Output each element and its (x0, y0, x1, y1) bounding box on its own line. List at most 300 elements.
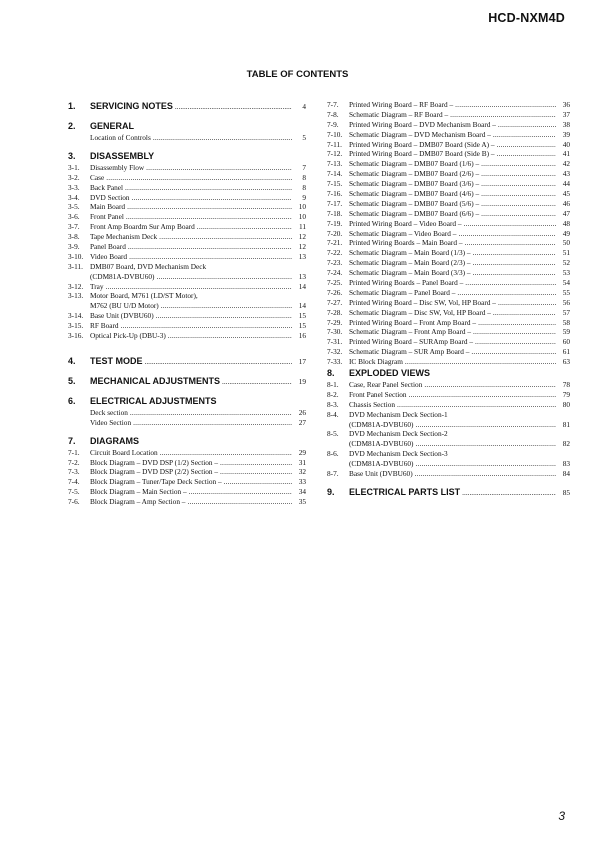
dot-leader (498, 120, 556, 130)
toc-entry-title: Schematic Diagram – DVD Mechanism Board – (349, 129, 491, 139)
dot-leader (129, 252, 292, 262)
toc-entry-page: 80 (562, 399, 570, 409)
toc-entry-number: 8-6. (327, 449, 339, 459)
toc-entry (68, 183, 306, 193)
toc-entry-page: 40 (562, 139, 570, 149)
toc-entry-page: 32 (298, 467, 306, 477)
toc-entry (327, 238, 570, 248)
toc-entry-number: 2. (68, 121, 76, 131)
toc-entry (327, 400, 570, 410)
toc-entry (327, 318, 570, 328)
toc-entry-title: Schematic Diagram – DMB07 Board (2/6) – (349, 169, 480, 179)
dot-leader (132, 193, 292, 203)
dot-leader (133, 418, 292, 428)
dot-leader (415, 469, 556, 479)
dot-leader (197, 222, 292, 232)
page-title: TABLE OF CONTENTS (246, 69, 349, 80)
toc-entry-page: 36 (562, 99, 570, 109)
toc-entry (327, 308, 570, 318)
toc-entry-page: 17 (298, 356, 306, 366)
dot-leader (397, 400, 556, 410)
toc-entry (68, 497, 306, 507)
dot-leader (464, 219, 557, 229)
toc-entry-title: Base Unit (DVBU60) (349, 469, 413, 479)
dot-leader (189, 487, 292, 497)
toc-entry-number: 7-16. (327, 189, 343, 198)
toc-entry-number: 7-10. (327, 129, 343, 139)
toc-entry-page: 54 (562, 278, 570, 288)
toc-section-heading (68, 120, 306, 133)
toc-entry-title: (CDM81A-DVBU60) (349, 419, 414, 429)
toc-entry (68, 418, 306, 428)
dot-leader (159, 232, 292, 242)
dot-leader (424, 380, 556, 390)
toc-entry-title: Chassis Section (349, 399, 396, 409)
toc-entry-page: 41 (562, 149, 570, 159)
toc-entry-page: 27 (298, 417, 306, 427)
toc-entry-number: 7-7. (327, 99, 339, 109)
toc-entry (68, 467, 306, 477)
toc-entry-number: 7-13. (327, 159, 343, 169)
toc-entry (68, 321, 306, 331)
dot-leader (222, 375, 292, 388)
toc-section-heading (68, 395, 306, 408)
toc-entry-number: 3-13. (68, 291, 84, 301)
toc-entry-page: 57 (562, 307, 570, 317)
toc-entry-page: 82 (562, 439, 570, 449)
toc-entry (68, 212, 306, 222)
toc-entry-page: 12 (298, 232, 306, 242)
toc-entry-number: 8-2. (327, 389, 339, 399)
toc-entry-title: DISASSEMBLY (90, 150, 155, 161)
dot-leader (481, 169, 556, 179)
toc-entry-title: Schematic Diagram – Main Board (3/3) – (349, 268, 471, 278)
toc-section-heading (68, 375, 306, 388)
toc-entry-page: 78 (562, 380, 570, 390)
toc-entry-page: 39 (562, 129, 570, 139)
toc-entry (68, 282, 306, 292)
page-number: 3 (558, 809, 565, 823)
toc-entry-number: 3-2. (68, 172, 80, 182)
toc-entry (68, 448, 306, 458)
toc-entry-number: 7-6. (68, 497, 80, 507)
toc-entry-title: Printed Wiring Boards – Main Board – (349, 238, 463, 248)
toc-entry-page: 85 (562, 487, 570, 497)
toc-entry (68, 242, 306, 252)
toc-entry-number: 7. (68, 435, 76, 446)
toc-entry-page: 47 (562, 208, 570, 218)
toc-entry-number: 3-9. (68, 242, 80, 251)
toc-entry-page: 58 (562, 317, 570, 327)
toc-entry-title: SERVICING NOTES (90, 101, 173, 111)
toc-entry-title: Schematic Diagram – Video Board – (349, 228, 457, 238)
toc-entry-number: 6. (68, 395, 76, 406)
dot-leader (464, 238, 556, 248)
toc-entry-page: 31 (298, 457, 306, 467)
toc-entry (327, 120, 570, 130)
toc-entry-title: Schematic Diagram – DMB07 Board (3/6) – (349, 179, 480, 189)
toc-entry-title: Deck section (90, 407, 128, 417)
dot-leader (481, 199, 556, 209)
dot-leader (473, 248, 556, 258)
toc-entry-title: RF Board (90, 321, 119, 331)
dot-leader (156, 311, 292, 321)
toc-entry (327, 258, 570, 268)
toc-entry (327, 439, 570, 449)
toc-entry-number: 7-19. (327, 218, 343, 228)
toc-entry-number: 3-12. (68, 281, 84, 291)
toc-entry-number: 4. (68, 355, 76, 366)
toc-entry-number: 8-5. (327, 429, 339, 439)
toc-entry-number: 7-28. (327, 307, 343, 317)
dot-leader (455, 100, 556, 110)
toc-entry-page: 37 (562, 109, 570, 119)
dot-leader (130, 408, 292, 418)
toc-entry (68, 331, 306, 341)
toc-entry-title: Schematic Diagram – Main Board (1/3) – (349, 248, 471, 258)
toc-entry-page: 50 (562, 238, 570, 248)
toc-entry-page: 51 (562, 248, 570, 258)
toc-entry-number: 7-30. (327, 327, 343, 337)
dot-leader (498, 298, 556, 308)
toc-entry (327, 337, 570, 347)
toc-entry-title: Video Board (90, 251, 128, 261)
dot-leader (478, 318, 556, 328)
toc-entry-number: 3-1. (68, 162, 80, 172)
dot-leader (457, 288, 556, 298)
dot-leader (473, 327, 556, 337)
toc-entry-number: 7-3. (68, 467, 80, 477)
dot-leader (405, 357, 556, 367)
dot-leader (481, 159, 556, 169)
dot-leader (473, 258, 556, 268)
toc-entry-page: 12 (298, 242, 306, 251)
toc-entry-number: 7-1. (68, 447, 80, 457)
toc-column-left (68, 100, 306, 507)
toc-entry-number: 3-6. (68, 212, 80, 222)
toc-entry-page: 52 (562, 258, 570, 268)
dot-leader (465, 278, 556, 288)
toc-entry-number: 1. (68, 101, 76, 111)
toc-entry (327, 199, 570, 209)
toc-entry-title: Tape Mechanism Deck (90, 232, 158, 242)
toc-entry-number: 7-32. (327, 347, 343, 357)
toc-entry-title: Block Diagram – DVD DSP (2/2) Section – (90, 467, 219, 477)
toc-entry-title: Main Board (90, 202, 126, 212)
toc-entry-number: 8-7. (327, 469, 339, 479)
toc-entry-number: 7-9. (327, 119, 339, 129)
toc-entry-number: 8-1. (327, 380, 339, 390)
toc-entry (327, 169, 570, 179)
toc-entry-page: 81 (562, 419, 570, 429)
dot-leader (175, 100, 292, 113)
toc-entry-page: 49 (562, 228, 570, 238)
toc-entry-title: DVD Mechanism Deck Section-3 (349, 449, 448, 459)
dot-leader (146, 163, 292, 173)
toc-entry (68, 291, 306, 301)
toc-entry-page: 61 (562, 347, 570, 357)
toc-entry-number: 7-33. (327, 357, 343, 367)
dot-leader (125, 183, 292, 193)
toc-entry (68, 262, 306, 272)
toc-entry-number: 3-7. (68, 222, 80, 232)
toc-entry-title: Schematic Diagram – Panel Board – (349, 287, 456, 297)
toc-entry-page: 5 (302, 132, 306, 142)
dot-leader (106, 282, 292, 292)
toc-entry-title: Motor Board, M761 (LD/ST Motor), (90, 291, 198, 301)
toc-entry-title: Block Diagram – Amp Section – (90, 497, 186, 507)
toc-entry-page: 15 (298, 321, 306, 331)
dot-leader (160, 448, 292, 458)
toc-entry (327, 229, 570, 239)
toc-entry-page: 79 (562, 389, 570, 399)
toc-entry-title: Schematic Diagram – Disc SW, Vol, HP Board – (349, 307, 491, 317)
toc-entry-title: Printed Wiring Board – SURAmp Board – (349, 337, 474, 347)
toc-entry-title: Schematic Diagram – DMB07 Board (5/6) – (349, 198, 480, 208)
toc-entry-page: 14 (298, 301, 306, 311)
toc-entry (327, 298, 570, 308)
toc-entry-title: Front Panel (90, 212, 124, 222)
toc-entry-title: Optical Pick-Up (DBU-3) (90, 331, 166, 341)
toc-entry-number: 7-5. (68, 487, 80, 497)
toc-entry-number: 3-4. (68, 192, 80, 202)
toc-entry-number: 3-3. (68, 182, 80, 192)
dot-leader (168, 331, 292, 341)
toc-entry-title: Back Panel (90, 182, 124, 192)
toc-entry-page: 43 (562, 169, 570, 179)
dot-leader (462, 486, 556, 499)
dot-leader (497, 140, 557, 150)
toc-entry (327, 380, 570, 390)
dot-leader (415, 439, 556, 449)
toc-entry-number: 3-8. (68, 232, 80, 242)
toc-entry-page: 13 (298, 271, 306, 281)
toc-entry-title: Case (90, 172, 105, 182)
toc-entry (327, 357, 570, 367)
toc-entry (68, 163, 306, 173)
toc-entry-number: 3. (68, 150, 76, 161)
toc-entry (68, 222, 306, 232)
toc-entry-title: (CDM81A-DVBU60) (349, 439, 414, 449)
dot-leader (106, 173, 292, 183)
toc-entry-page: 15 (298, 311, 306, 321)
toc-entry (327, 430, 570, 440)
toc-entry (327, 209, 570, 219)
toc-entry-page: 55 (562, 287, 570, 297)
dot-leader (415, 459, 556, 469)
dot-leader (127, 202, 292, 212)
toc-entry-title: DMB07 Board, DVD Mechanism Deck (90, 261, 207, 271)
dot-leader (409, 390, 556, 400)
toc-entry (68, 477, 306, 487)
toc-entry-page: 10 (298, 212, 306, 222)
toc-entry-page: 83 (562, 459, 570, 469)
toc-entry (327, 179, 570, 189)
toc-entry (68, 173, 306, 183)
toc-entry-page: 56 (562, 297, 570, 307)
toc-entry-page: 10 (298, 202, 306, 212)
dot-leader (481, 189, 556, 199)
toc-entry-title: DVD Section (90, 192, 130, 202)
toc-entry (68, 272, 306, 282)
toc-entry-page: 35 (298, 497, 306, 507)
toc-entry-number: 7-31. (327, 337, 343, 347)
toc-entry (327, 347, 570, 357)
toc-section-heading (68, 150, 306, 163)
toc-entry-number: 7-24. (327, 268, 343, 278)
dot-leader (153, 133, 292, 143)
toc-entry-title: MECHANICAL ADJUSTMENTS (90, 375, 221, 386)
toc-entry-title: ELECTRICAL PARTS LIST (349, 486, 461, 497)
toc-entry-page: 48 (562, 218, 570, 228)
toc-entry-number: 8. (327, 368, 335, 379)
toc-entry-number: 3-10. (68, 251, 84, 261)
toc-entry-title: Printed Wiring Board – DMB07 Board (Side B) – (349, 149, 495, 159)
toc-entry-number: 7-27. (327, 297, 343, 307)
toc-entry-title: IC Block Diagram (349, 357, 403, 367)
toc-entry-number: 7-15. (327, 179, 343, 189)
toc-entry-number: 7-2. (68, 457, 80, 467)
dot-leader (497, 149, 557, 159)
dot-leader (224, 477, 292, 487)
toc-entry-title: DVD Mechanism Deck Section-2 (349, 429, 448, 439)
toc-entry (327, 410, 570, 420)
toc-entry (68, 252, 306, 262)
toc-entry-title: EXPLODED VIEWS (349, 368, 431, 379)
toc-entry-number: 9. (327, 486, 335, 497)
toc-entry-number: 5. (68, 375, 76, 386)
toc-entry-number: 8-3. (327, 399, 339, 409)
toc-entry-title: Schematic Diagram – Front Amp Board – (349, 327, 471, 337)
toc-entry-page: 63 (562, 357, 570, 367)
toc-entry-title: ELECTRICAL ADJUSTMENTS (90, 395, 217, 406)
dot-leader (481, 209, 556, 219)
dot-leader (493, 308, 556, 318)
toc-entry-page: 19 (298, 376, 306, 386)
toc-entry-title: Front Panel Section (349, 389, 407, 399)
dot-leader (121, 321, 292, 331)
toc-entry (68, 458, 306, 468)
toc-entry-number: 3-14. (68, 311, 84, 321)
toc-entry-page: 26 (298, 407, 306, 417)
toc-entry (68, 408, 306, 418)
toc-entry-page: 60 (562, 337, 570, 347)
toc-entry (327, 278, 570, 288)
toc-entry (327, 469, 570, 479)
dot-leader (128, 242, 292, 252)
toc-entry-page: 42 (562, 159, 570, 169)
toc-entry-number: 7-26. (327, 287, 343, 297)
dot-leader (156, 272, 292, 282)
toc-entry-number: 7-17. (327, 198, 343, 208)
dot-leader (126, 212, 292, 222)
toc-entry (327, 268, 570, 278)
toc-entry-page: 38 (562, 119, 570, 129)
toc-entry (327, 140, 570, 150)
toc-entry (327, 390, 570, 400)
toc-entry-number: 7-4. (68, 477, 80, 487)
toc-entry-title: Block Diagram – Tuner/Tape Deck Section – (90, 477, 222, 487)
toc-entry-number: 7-29. (327, 317, 343, 327)
toc-entry-number: 3-11. (68, 261, 83, 271)
toc-entry-title: Tray (90, 281, 104, 291)
toc-entry-number: 7-22. (327, 248, 343, 258)
dot-leader (220, 467, 292, 477)
toc-column-right (327, 100, 570, 499)
toc-entry-title: Printed Wiring Board – DMB07 Board (Side A) – (349, 139, 495, 149)
dot-leader (473, 268, 556, 278)
toc-entry-number: 7-12. (327, 149, 343, 159)
dot-leader (481, 179, 556, 189)
toc-entry (327, 149, 570, 159)
toc-section-heading (68, 355, 306, 368)
toc-entry-page: 53 (562, 268, 570, 278)
model-number: HCD-NXM4D (488, 11, 565, 25)
toc-entry (327, 449, 570, 459)
toc-entry-page: 45 (562, 189, 570, 198)
toc-entry-title: Base Unit (DVBU60) (90, 311, 154, 321)
toc-entry-page: 33 (298, 477, 306, 487)
toc-entry-title: Front Amp Boardm Sur Amp Board (90, 222, 195, 232)
toc-entry-number: 7-25. (327, 278, 343, 288)
toc-entry-title: Schematic Diagram – DMB07 Board (1/6) – (349, 159, 480, 169)
toc-entry-title: TEST MODE (90, 355, 143, 366)
toc-entry-page: 8 (302, 182, 306, 192)
toc-entry-page: 44 (562, 179, 570, 189)
toc-entry (68, 311, 306, 321)
toc-entry-title: Schematic Diagram – DMB07 Board (6/6) – (349, 208, 480, 218)
toc-entry (327, 219, 570, 229)
toc-entry-page: 46 (562, 198, 570, 208)
toc-entry-page: 13 (298, 251, 306, 261)
toc-entry-page: 16 (298, 331, 306, 341)
toc-entry-title: Circuit Board Location (90, 447, 158, 457)
dot-leader (187, 497, 292, 507)
toc-entry (327, 110, 570, 120)
toc-entry (327, 459, 570, 469)
toc-entry-number: 3-5. (68, 202, 80, 212)
toc-entry-title: Disassembly Flow (90, 162, 145, 172)
toc-entry-title: (CDM81A-DVBU60) (90, 271, 155, 281)
toc-entry-title: DVD Mechanism Deck Section-1 (349, 409, 448, 419)
toc-entry (68, 301, 306, 311)
toc-entry (327, 248, 570, 258)
toc-entry-title: Block Diagram – Main Section – (90, 487, 187, 497)
toc-entry-title: Schematic Diagram – Main Board (2/3) – (349, 258, 471, 268)
toc-entry-title: (CDM81A-DVBU60) (349, 459, 414, 469)
dot-leader (493, 130, 556, 140)
dot-leader (475, 337, 556, 347)
toc-entry-number: 7-20. (327, 228, 343, 238)
toc-entry-title: Printed Wiring Board – Video Board – (349, 218, 462, 228)
toc-entry-title: Printed Wiring Board – Disc SW, Vol, HP Board – (349, 297, 496, 307)
toc-entry-page: 7 (302, 162, 306, 172)
toc-entry-title: Video Section (90, 417, 132, 427)
toc-entry-page: 29 (298, 447, 306, 457)
toc-entry-title: Printed Wiring Board – DVD Mechanism Board – (349, 119, 496, 129)
toc-entry-number: 7-14. (327, 169, 343, 179)
toc-entry-number: 7-11. (327, 139, 342, 149)
toc-section-heading (68, 100, 306, 113)
toc-entry-page: 4 (302, 102, 306, 111)
dot-leader (145, 355, 292, 368)
toc-entry-number: 3-15. (68, 321, 84, 331)
toc-entry (327, 288, 570, 298)
toc-entry-title: Block Diagram – DVD DSP (1/2) Section – (90, 457, 219, 467)
toc-entry-number: 7-18. (327, 208, 343, 218)
toc-entry-number: 3-16. (68, 331, 84, 341)
toc-section-heading (68, 435, 306, 448)
